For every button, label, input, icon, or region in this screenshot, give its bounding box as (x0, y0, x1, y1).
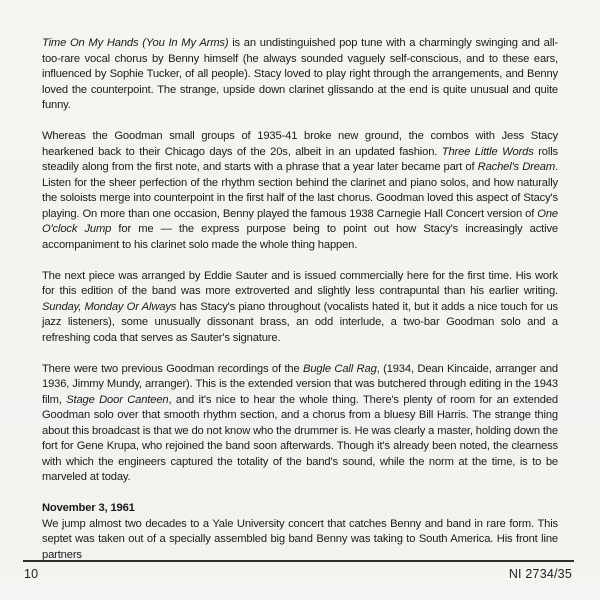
text-segment: The next piece was arranged by Eddie Sauter and is issued commercially here for the first time. His work for this edition of the band was more extroverted and slightly less contrapuntal than his earlier writing. (42, 269, 558, 297)
text-segment: , and it's nice to hear the whole thing. There's plenty of room for an extended Goodman solo over that smooth rhythm section, and a chorus from a bluesy Bill Harris. The strange thing about this broadcast is that we do not know who the drummer is. He was clearly a master, holding down the fort for Gene Krupa, who rejoined the band soon afterwards. Though it's already been noted, the clearness with which the engineers captured the totality of the band's sound, while the norm at the time, is to be marveled at today. (42, 393, 558, 483)
text-segment: rolls steadily along from the first note, and starts with a phrase that a year later became part of (42, 145, 558, 173)
song-title-italic: Stage Door Canteen (66, 393, 169, 406)
song-title-italic: Rachel's Dream (477, 161, 556, 173)
song-title-italic: Bugle Call Rag (303, 362, 377, 375)
paragraph-1 (42, 36, 558, 114)
page-number: 10 (24, 567, 39, 581)
paragraph-3 (42, 269, 558, 347)
paragraph-4 (42, 362, 558, 486)
date-heading (42, 501, 558, 517)
text-segment: November 3, 1961 (42, 502, 135, 514)
text-segment: . Listen for the sheer perfection of the rhythm section behind the clarinet and piano solos, and how naturally the soloists merge into counterpoint in the first half of the last chorus. Goodman loved this aspect of Stacy's playing. On more than one occasion, Benny played the famous 1938 Carnegie Hall Concert version of (42, 161, 558, 220)
text-segment: , (1934, Dean Kincaide, arranger and 1936, Jimmy Mundy, arranger). This is the extended version that was butchered through editing in the 1943 film, (42, 362, 558, 406)
paragraph-6 (42, 517, 558, 564)
text-segment: There were two previous Goodman recordings of the (42, 362, 304, 375)
song-title-italic: Time On My Hands (You In My Arms) (42, 37, 229, 49)
text-segment: for me — the express purpose being to point out how Stacy's increasingly active accompaniment to his clarinet solo made the whole thing happen. (42, 223, 558, 251)
footer-rule (23, 560, 574, 562)
catalog-number: NI 2734/35 (508, 567, 572, 581)
text-segment: has Stacy's piano throughout (vocalists hated it, but it adds a nice touch for us jazz listeners), some unusually dissonant brass, an odd interlude, a two-bar Goodman solo and a refreshing coda that serves as Sauter's signature. (42, 300, 558, 344)
song-title-italic: One O'clock Jump (42, 207, 558, 235)
text-segment: We jump almost two decades to a Yale University concert that catches Benny and band in rare form. This septet was taken out of a specially assembled big band Benny was taking to South America. His front line partners (42, 517, 558, 561)
song-title-italic: Sunday, Monday Or Always (42, 300, 177, 313)
body-text (42, 36, 558, 563)
song-title-italic: Three Little Words (441, 145, 534, 158)
text-segment: Whereas the Goodman small groups of 1935-41 broke new ground, the combos with Jess Stacy hearkened back to their Chicago days of the 20s, albeit in an updated fashion. (42, 130, 558, 158)
text-segment: is an undistinguished pop tune with a charmingly swinging and all-too-rare vocal chorus by Benny himself (he always sounded vaguely self-conscious, and to these ears, influenced by Sophie Tucker, of all people). Stacy loved to play right through the arrangements, and Benny loved the counterpoint. The strange, upside down clarinet glissando at the end is quite unusual and quite funny. (42, 37, 558, 111)
paragraph-2 (42, 129, 558, 253)
